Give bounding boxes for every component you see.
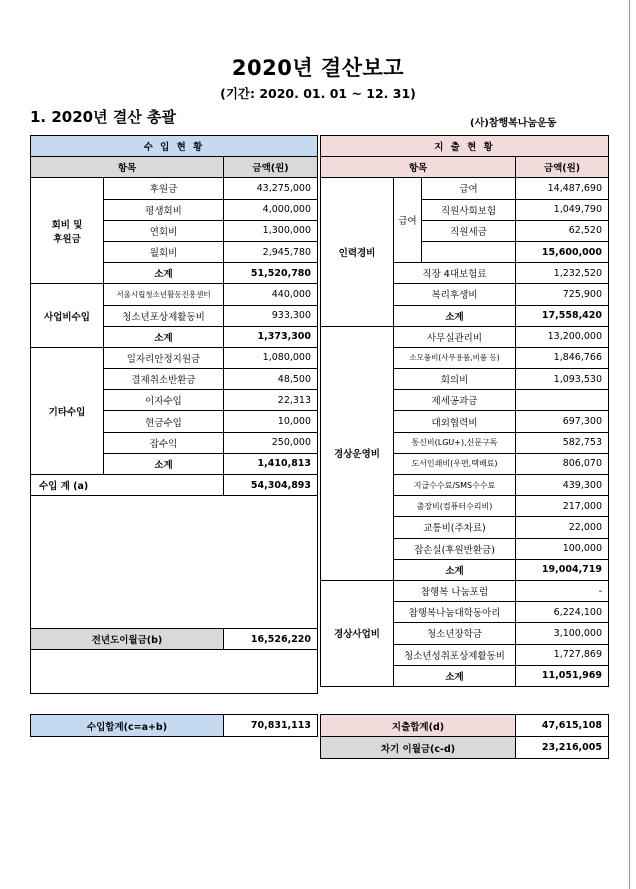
expense-item-label: 청소년성취포상제활동비 xyxy=(394,644,516,665)
organization-name: (사)참행복나눔운동 xyxy=(470,118,557,129)
income-item-amount: 10,000 xyxy=(224,411,318,432)
income-item-label: 청소년포상제활동비 xyxy=(104,305,224,326)
expense-item-amount: 14,487,690 xyxy=(516,178,609,199)
expense-group-operating: 경상운영비 xyxy=(321,326,394,580)
expense-table xyxy=(320,135,609,687)
income-item-amount: 250,000 xyxy=(224,432,318,453)
income-item-label: 월회비 xyxy=(104,241,224,262)
expense-subtotal-amount: 17,558,420 xyxy=(516,305,609,326)
expense-item-amount: 100,000 xyxy=(516,538,609,559)
income-total-label: 수입 계 (a) xyxy=(31,475,224,496)
expense-grand-label: 지출합계(d) xyxy=(321,715,516,737)
expense-item-amount: 62,520 xyxy=(516,220,609,241)
income-col-item: 항목 xyxy=(31,157,224,178)
section-title: 1. 2020년 결산 총괄 xyxy=(30,108,177,126)
income-item-amount: 1,080,000 xyxy=(224,347,318,368)
page-edge-line xyxy=(629,0,630,889)
income-subtotal-amount: 51,520,780 xyxy=(224,263,318,284)
income-header: 수 입 현 황 xyxy=(31,136,318,157)
income-group-business: 사업비수입 xyxy=(31,284,104,348)
income-grand-amount: 70,831,113 xyxy=(224,715,318,737)
income-item-label: 이자수입 xyxy=(104,390,224,411)
income-subtotal-label: 소계 xyxy=(104,326,224,347)
income-item-amount: 43,275,000 xyxy=(224,178,318,199)
income-subtotal-label: 소계 xyxy=(104,453,224,474)
income-item-amount: 933,300 xyxy=(224,305,318,326)
income-total-amount: 54,304,893 xyxy=(224,475,318,496)
expense-group-business: 경상사업비 xyxy=(321,580,394,686)
balance-label: 차기 이월금(c-d) xyxy=(321,737,516,759)
expense-subtotal-label: 소계 xyxy=(394,305,516,326)
expense-subtotal-label: 소계 xyxy=(394,559,516,580)
expense-group-personnel: 인력경비 xyxy=(321,178,394,326)
income-grand-total xyxy=(30,714,318,737)
income-item-label: 연회비 xyxy=(104,220,224,241)
income-item-amount: 440,000 xyxy=(224,284,318,305)
expense-item-label: 직원세금 xyxy=(422,220,516,241)
expense-salary-group: 급여 xyxy=(394,178,422,263)
expense-salary-sum-blank xyxy=(422,241,516,262)
expense-grand-amount: 47,615,108 xyxy=(516,715,609,737)
income-item-label: 평생회비 xyxy=(104,199,224,220)
income-table xyxy=(30,135,318,694)
income-group-other: 기타수입 xyxy=(31,347,104,474)
carryover-label: 전년도이월금(b) xyxy=(31,629,224,650)
expense-item-amount: 439,300 xyxy=(516,475,609,496)
expense-subtotal-amount: 11,051,969 xyxy=(516,665,609,686)
income-item-label: 일자리안정지원금 xyxy=(104,347,224,368)
expense-item-amount: 1,049,790 xyxy=(516,199,609,220)
expense-subtotal-amount: 19,004,719 xyxy=(516,559,609,580)
expense-item-label: 직원사회보험 xyxy=(422,199,516,220)
income-item-amount: 22,313 xyxy=(224,390,318,411)
expense-item-amount: - xyxy=(516,580,609,601)
expense-item-label: 지급수수료/SMS수수료 xyxy=(394,475,516,496)
income-group-dues: 회비 및 후원금 xyxy=(31,178,104,284)
expense-item-amount: 1,093,530 xyxy=(516,369,609,390)
expense-item-amount: 1,846,766 xyxy=(516,347,609,368)
balance-amount: 23,216,005 xyxy=(516,737,609,759)
expense-item-label: 직장 4대보험료 xyxy=(394,263,516,284)
income-grand-label: 수입합계(c=a+b) xyxy=(31,715,224,737)
report-title: 2020년 결산보고 xyxy=(231,56,405,80)
income-subtotal-amount: 1,410,813 xyxy=(224,453,318,474)
expense-item-label: 급여 xyxy=(422,178,516,199)
income-subtotal-amount: 1,373,300 xyxy=(224,326,318,347)
income-item-label: 잡수익 xyxy=(104,432,224,453)
expense-grand-total xyxy=(320,714,609,759)
expense-item-label: 참행복 나눔포럼 xyxy=(394,580,516,601)
expense-item-amount: 697,300 xyxy=(516,411,609,432)
expense-item-label: 사무실관리비 xyxy=(394,326,516,347)
expense-item-amount: 806,070 xyxy=(516,453,609,474)
expense-item-label: 도서인쇄비(우편,택배료) xyxy=(394,453,516,474)
expense-item-label: 출장비(컴퓨터수리비) xyxy=(394,496,516,517)
expense-salary-sum: 15,600,000 xyxy=(516,241,609,262)
expense-header: 지 출 현 황 xyxy=(321,136,609,157)
expense-col-item: 항목 xyxy=(321,157,516,178)
expense-item-amount: 725,900 xyxy=(516,284,609,305)
expense-item-amount: 6,224,100 xyxy=(516,602,609,623)
expense-item-label: 교통비(주차료) xyxy=(394,517,516,538)
income-subtotal-label: 소계 xyxy=(104,263,224,284)
income-item-amount: 1,300,000 xyxy=(224,220,318,241)
income-item-label: 서울시립청소년활동진흥센터 xyxy=(104,284,224,305)
income-item-amount: 2,945,780 xyxy=(224,241,318,262)
expense-item-amount: 1,727,869 xyxy=(516,644,609,665)
report-period: (기간: 2020. 01. 01 ~ 12. 31) xyxy=(220,86,416,101)
expense-item-label: 복리후생비 xyxy=(394,284,516,305)
expense-subtotal-label: 소계 xyxy=(394,665,516,686)
expense-item-amount: 217,000 xyxy=(516,496,609,517)
expense-item-label: 회의비 xyxy=(394,369,516,390)
income-item-label: 결제취소반환금 xyxy=(104,369,224,390)
income-item-label: 후원금 xyxy=(104,178,224,199)
income-item-label: 현금수입 xyxy=(104,411,224,432)
carryover-amount: 16,526,220 xyxy=(224,629,318,650)
expense-item-label: 참행복나눔대학동아리 xyxy=(394,602,516,623)
expense-item-amount: 3,100,000 xyxy=(516,623,609,644)
income-col-amount: 금액(원) xyxy=(224,157,318,178)
income-item-amount: 4,000,000 xyxy=(224,199,318,220)
income-blank-area xyxy=(31,496,318,629)
expense-item-label: 잡손실(후원반환금) xyxy=(394,538,516,559)
expense-item-amount: 582,753 xyxy=(516,432,609,453)
expense-item-label: 대외협력비 xyxy=(394,411,516,432)
expense-item-label: 제세공과금 xyxy=(394,390,516,411)
expense-item-amount: 1,232,520 xyxy=(516,263,609,284)
income-blank-area-2 xyxy=(31,650,318,694)
income-item-amount: 48,500 xyxy=(224,369,318,390)
expense-col-amount: 금액(원) xyxy=(516,157,609,178)
expense-item-label: 통신비(LGU+),신문구독 xyxy=(394,432,516,453)
expense-item-label: 청소년장학금 xyxy=(394,623,516,644)
expense-item-label: 소모품비(사무용품,비품 등) xyxy=(394,347,516,368)
expense-item-amount xyxy=(516,390,609,411)
expense-item-amount: 22,000 xyxy=(516,517,609,538)
expense-item-amount: 13,200,000 xyxy=(516,326,609,347)
